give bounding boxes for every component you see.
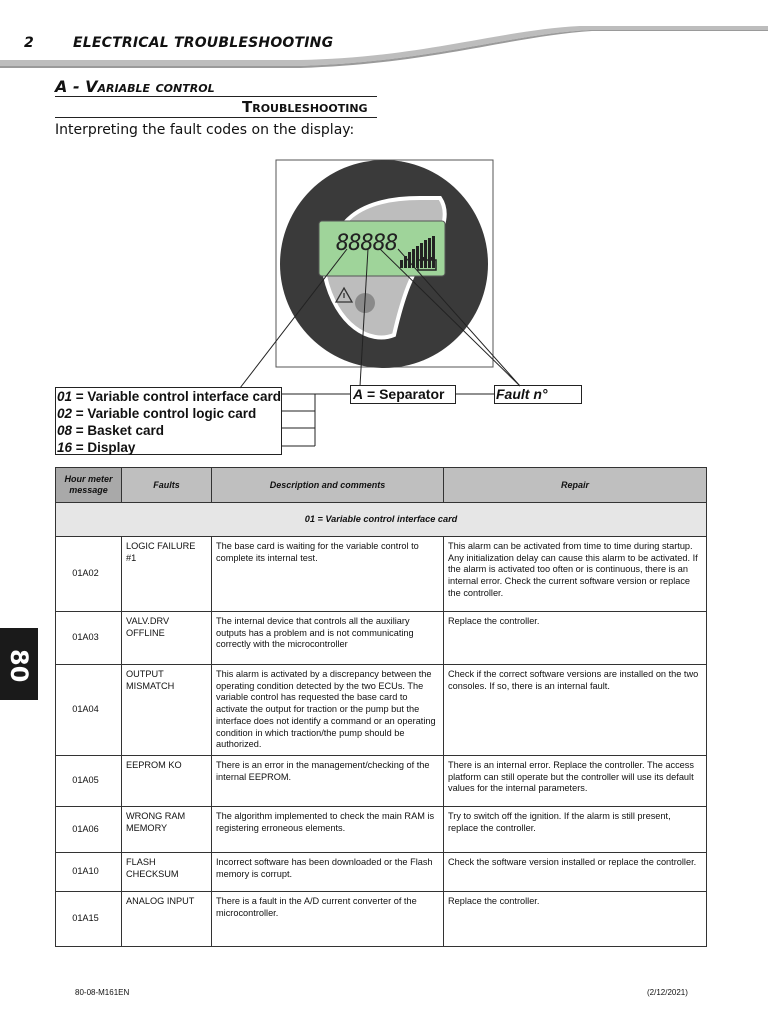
- cell-code: 01A15: [56, 891, 122, 946]
- group-title: 01 = Variable control interface card: [56, 503, 707, 537]
- section-title-text: A - Variable control: [55, 77, 215, 96]
- table-header-row: [56, 468, 707, 503]
- cell-fault: WRONG RAM MEMORY: [122, 806, 212, 852]
- page-number: 2: [24, 35, 34, 51]
- cell-description: The internal device that controls all the auxiliary outputs has a problem and is not communicating correctly with the microcontroller: [212, 612, 444, 665]
- cell-fault: EEPROM KO: [122, 755, 212, 806]
- footer-date: (2/12/2021): [647, 988, 688, 997]
- cell-repair: This alarm can be activated from time to time during startup. Any initialization delay can cause this alarm to be activated. If the alarm is activated too often or is continuous, there is an internal error. Check the current software version or replace the controller.: [444, 537, 707, 612]
- cell-description: This alarm is activated by a discrepancy between the operating condition detected by the two ECUs. The variable control has requested the base card to activate the output for traction or the pump but the interface does not identify a command or an operating condition in which traction/the pump should be authorized.: [212, 665, 444, 756]
- cell-repair: Replace the controller.: [444, 612, 707, 665]
- cell-fault: VALV.DRV OFFLINE: [122, 612, 212, 665]
- cell-fault: LOGIC FAILURE #1: [122, 537, 212, 612]
- cell-repair: Replace the controller.: [444, 891, 707, 946]
- table-row: [56, 755, 707, 806]
- table-row: [56, 891, 707, 946]
- legend-item: 01 = Variable control interface card: [57, 389, 281, 404]
- legend-item: 02 = Variable control logic card: [57, 406, 257, 421]
- cell-repair: Check if the correct software versions are installed on the two consoles. If so, there is an internal fault.: [444, 665, 707, 756]
- legend-item: 16 = Display: [57, 440, 136, 455]
- cell-description: Incorrect software has been downloaded or the Flash memory is corrupt.: [212, 852, 444, 891]
- col-header-repair: Repair: [444, 468, 707, 503]
- header-section-title: ELECTRICAL TROUBLESHOOTING: [73, 35, 334, 51]
- cell-code: 01A10: [56, 852, 122, 891]
- lcd-digits: 88888: [336, 231, 398, 256]
- cell-repair: There is an internal error. Replace the controller. The access platform can still operate but the controller will use its default values for the internal parameters.: [444, 755, 707, 806]
- cell-fault: FLASH CHECKSUM: [122, 852, 212, 891]
- footer-doc-ref: 80-08-M161EN: [75, 988, 130, 997]
- col-header-hour-meter: Hour meter message: [56, 468, 122, 503]
- fault-table: [55, 467, 707, 947]
- cell-repair: Try to switch off the ignition. If the alarm is still present, replace the controller.: [444, 806, 707, 852]
- intro-text: Interpreting the fault codes on the display:: [55, 122, 355, 138]
- cell-code: 01A06: [56, 806, 122, 852]
- section-subtitle: Troubleshooting: [242, 98, 368, 116]
- group-row: [56, 503, 707, 537]
- fault-number-label: Fault n°: [494, 385, 582, 404]
- table-row: [56, 852, 707, 891]
- cell-description: The base card is waiting for the variable control to complete its internal test.: [212, 537, 444, 612]
- table-row: [56, 612, 707, 665]
- cell-fault: ANALOG INPUT: [122, 891, 212, 946]
- legend-item: 08 = Basket card: [57, 423, 164, 438]
- chapter-tab-label: 80: [5, 649, 33, 683]
- cell-code: 01A04: [56, 665, 122, 756]
- cell-code: 01A05: [56, 755, 122, 806]
- table-row: [56, 537, 707, 612]
- cell-repair: Check the software version installed or replace the controller.: [444, 852, 707, 891]
- card-code-legend: [55, 387, 282, 455]
- cell-code: 01A02: [56, 537, 122, 612]
- table-row: [56, 806, 707, 852]
- cell-fault: OUTPUT MISMATCH: [122, 665, 212, 756]
- table-row: [56, 665, 707, 756]
- cell-code: 01A03: [56, 612, 122, 665]
- col-header-faults: Faults: [122, 468, 212, 503]
- separator-label: A = Separator: [350, 385, 456, 404]
- col-header-description: Description and comments: [212, 468, 444, 503]
- cell-description: The algorithm implemented to check the main RAM is registering erroneous elements.: [212, 806, 444, 852]
- cell-description: There is an error in the management/checking of the internal EEPROM.: [212, 755, 444, 806]
- cell-description: There is a fault in the A/D current converter of the microcontroller.: [212, 891, 444, 946]
